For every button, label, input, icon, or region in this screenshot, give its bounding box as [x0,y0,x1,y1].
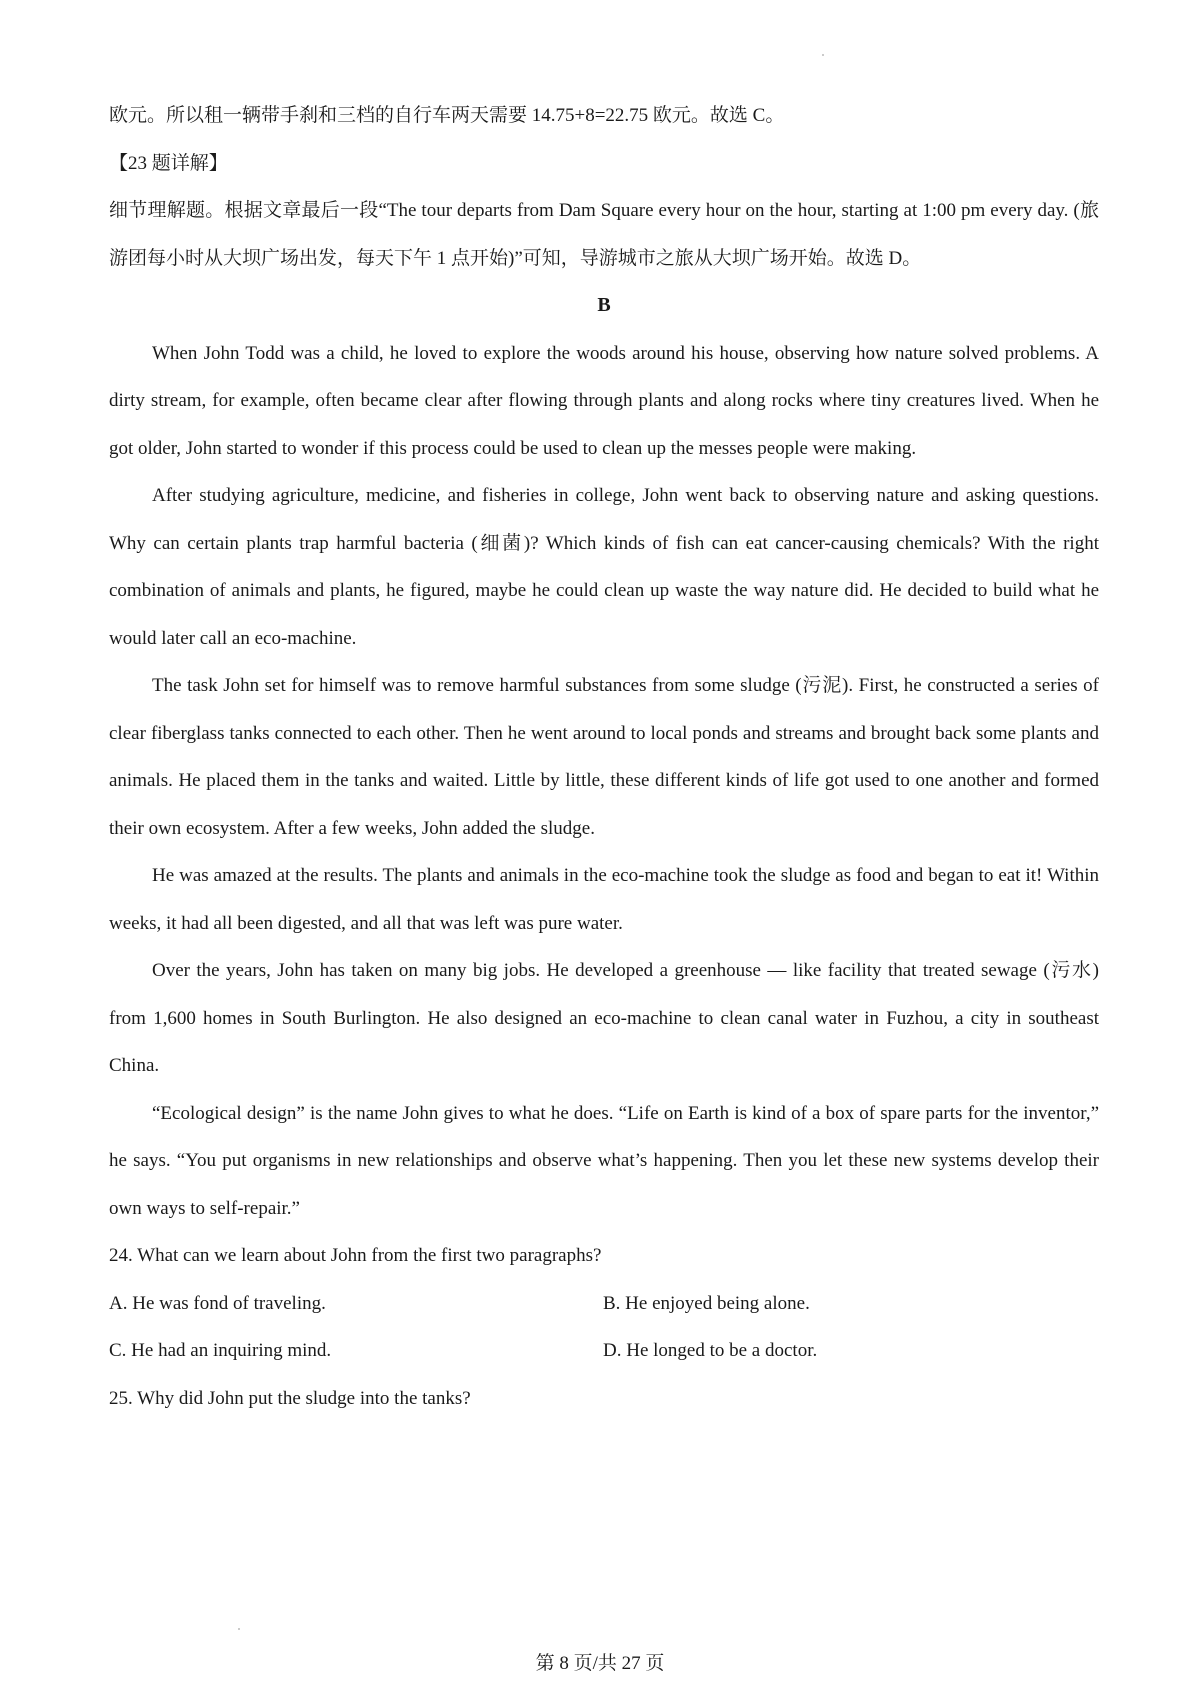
passage-paragraph-2: After studying agriculture, medicine, and fisheries in college, John went back to observing nature and asking questions. Why can certain plants trap harmful bacteria (细菌)? Which kinds of fish can eat cancer-causing chemicals? With the right combination of animals and plants, he figured, maybe he could clean up waste the way nature did. He decided to build what he would later call an eco-machine. [109,485,1099,649]
explanation-continuation: 欧元。所以租一辆带手刹和三档的自行车两天需要 14.75+8=22.75 欧元。故选 C。 [109,105,785,126]
scan-speck [238,1628,240,1630]
section-heading: B [597,294,611,316]
passage-paragraph-5: Over the years, John has taken on many big jobs. He developed a greenhouse — like facility that treated sewage (污水) from 1,600 homes in South Burlington. He also designed an eco-machine to clean canal water in Fuzhou, a city in southeast China. [109,960,1099,1076]
question-24-option-d: D. He longed to be a doctor. [603,1340,818,1361]
passage-paragraph-1: When John Todd was a child, he loved to explore the woods around his house, observing how nature solved problems. A dirty stream, for example, often became clear after flowing through plants and along rocks where tiny creatures lived. When he got older, John started to wonder if this process could be used to clean up the messes people were making. [109,342,1099,459]
question-24-option-b: B. He enjoyed being alone. [603,1292,810,1314]
question-24-option-a: A. He was fond of traveling. [109,1292,326,1314]
question-24-stem: 24. What can we learn about John from the first two paragraphs? [109,1245,602,1266]
passage-paragraph-3: The task John set for himself was to remove harmful substances from some sludge (污泥). First, he constructed a series of clear fiberglass tanks connected to each other. Then he went around to local ponds and streams and brought back some plants and animals. He placed them in the tanks and waited. Little by little, these different kinds of life got used to one another and formed their own ecosystem. After a few weeks, John added the sludge. [109,675,1099,839]
q23-heading: 【23 题详解】 [109,152,228,174]
question-25-stem: 25. Why did John put the sludge into the tanks? [109,1387,471,1409]
document-page [109,92,1099,1422]
page-number: 第 8 页/共 27 页 [535,1653,665,1674]
scan-speck [822,54,824,56]
question-24-option-c: C. He had an inquiring mind. [109,1340,332,1361]
passage-paragraph-6: “Ecological design” is the name John gives to what he does. “Life on Earth is kind of a box of spare parts for the inventor,” he says. “You put organisms in new relationships and observe what’s happening. Then you let these new systems develop their own ways to self-repair.” [109,1102,1099,1219]
passage-paragraph-4: He was amazed at the results. The plants and animals in the eco-machine took the sludge as food and began to eat it! Within weeks, it had all been digested, and all that was left was pure water. [109,865,1099,934]
question-24-options-row-1 [109,1280,1099,1328]
q23-explanation: 细节理解题。根据文章最后一段“The tour departs from Dam Square every hour on the hour, starting at 1:00 pm every day. (旅游团每小时从大坝广场出发，每天下午 1 点开始)”可知，导游城市之旅从大坝广场开始。故选 D。 [109,200,1099,269]
question-24-options-row-2 [109,1327,1099,1375]
